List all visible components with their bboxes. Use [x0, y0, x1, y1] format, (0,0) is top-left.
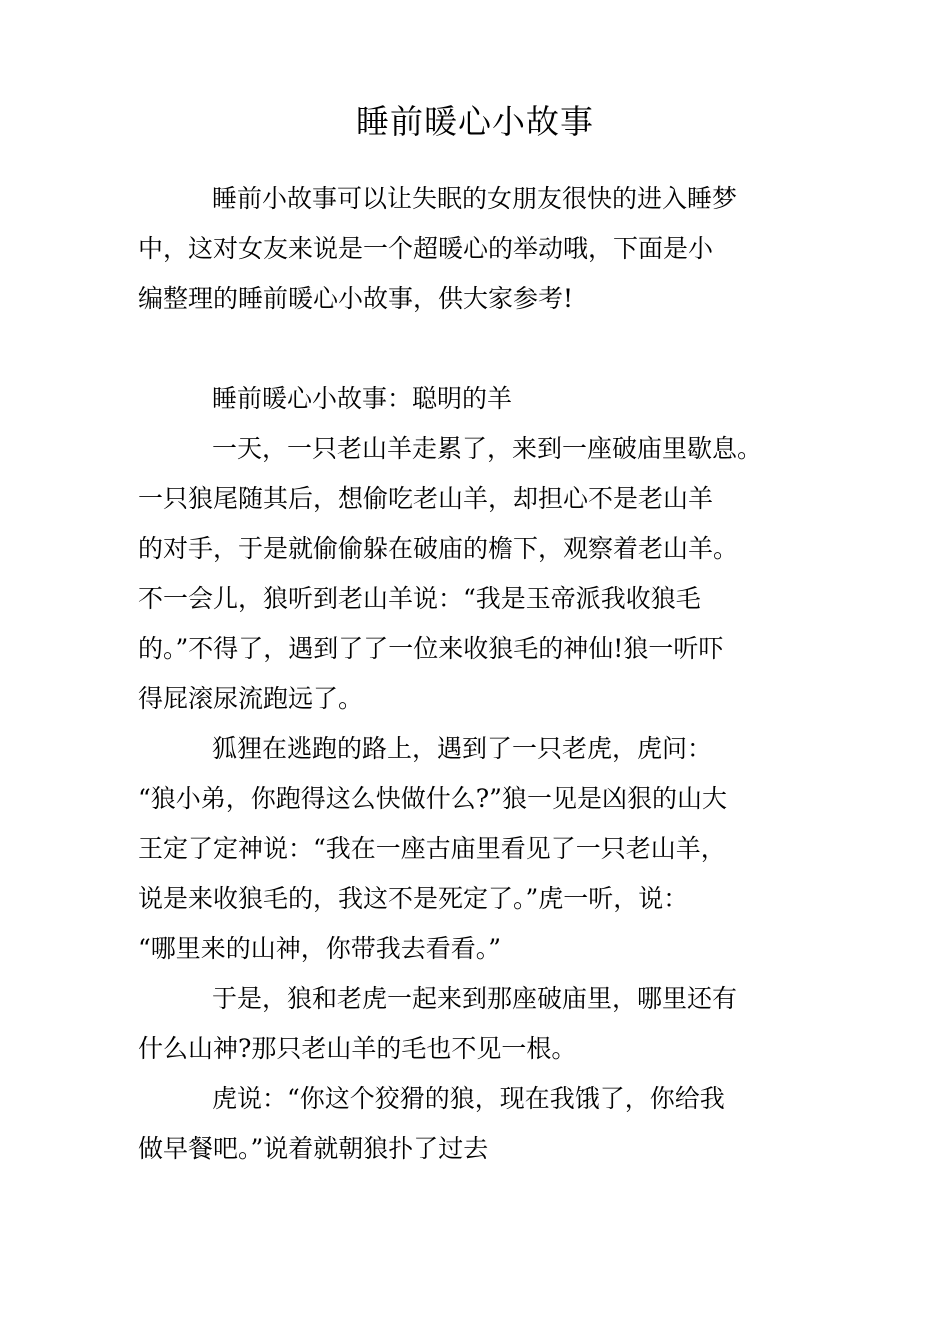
- story-line-7: 狐狸在逃跑的路上，遇到了一只老虎，虎问：: [212, 734, 713, 763]
- story-line-4: 不一会儿，狼听到老山羊说：“我是玉帝派我收狼毛: [138, 584, 701, 613]
- story-line-10: 说是来收狼毛的，我这不是死定了。”虎一听，说：: [138, 884, 689, 913]
- story-line-5: 的。”不得了，遇到了了一位来收狼毛的神仙!狼一听吓: [138, 634, 724, 663]
- story-line-9: 王定了定神说：“我在一座古庙里看见了一只老山羊，: [138, 834, 726, 863]
- intro-line-3: 编整理的睡前暖心小故事，供大家参考!: [138, 284, 574, 313]
- document-title: 睡前暖心小故事: [356, 102, 594, 141]
- section-heading: 睡前暖心小故事：聪明的羊: [212, 384, 513, 413]
- story-line-1: 一天，一只老山羊走累了，来到一座破庙里歇息。: [212, 434, 763, 463]
- story-line-3: 的对手，于是就偷偷躲在破庙的檐下，观察着老山羊。: [138, 534, 739, 563]
- intro-line-1: 睡前小故事可以让失眠的女朋友很快的进入睡梦: [212, 184, 738, 213]
- story-line-6: 得屁滚尿流跑远了。: [138, 684, 364, 713]
- story-line-2: 一只狼尾随其后，想偷吃老山羊，却担心不是老山羊: [138, 484, 714, 513]
- story-line-13: 什么山神?那只老山羊的毛也不见一根。: [138, 1034, 577, 1063]
- story-line-12: 于是，狼和老虎一起来到那座破庙里，哪里还有: [212, 984, 738, 1013]
- intro-line-2: 中，这对女友来说是一个超暖心的举动哦，下面是小: [138, 234, 714, 263]
- story-line-8: “狼小弟，你跑得这么快做什么?”狼一见是凶狠的山大: [138, 784, 727, 813]
- story-line-11: “哪里来的山神，你带我去看看。”: [138, 934, 502, 963]
- story-line-15: 做早餐吧。”说着就朝狼扑了过去: [138, 1134, 489, 1163]
- story-line-14: 虎说：“你这个狡猾的狼，现在我饿了，你给我: [212, 1084, 725, 1113]
